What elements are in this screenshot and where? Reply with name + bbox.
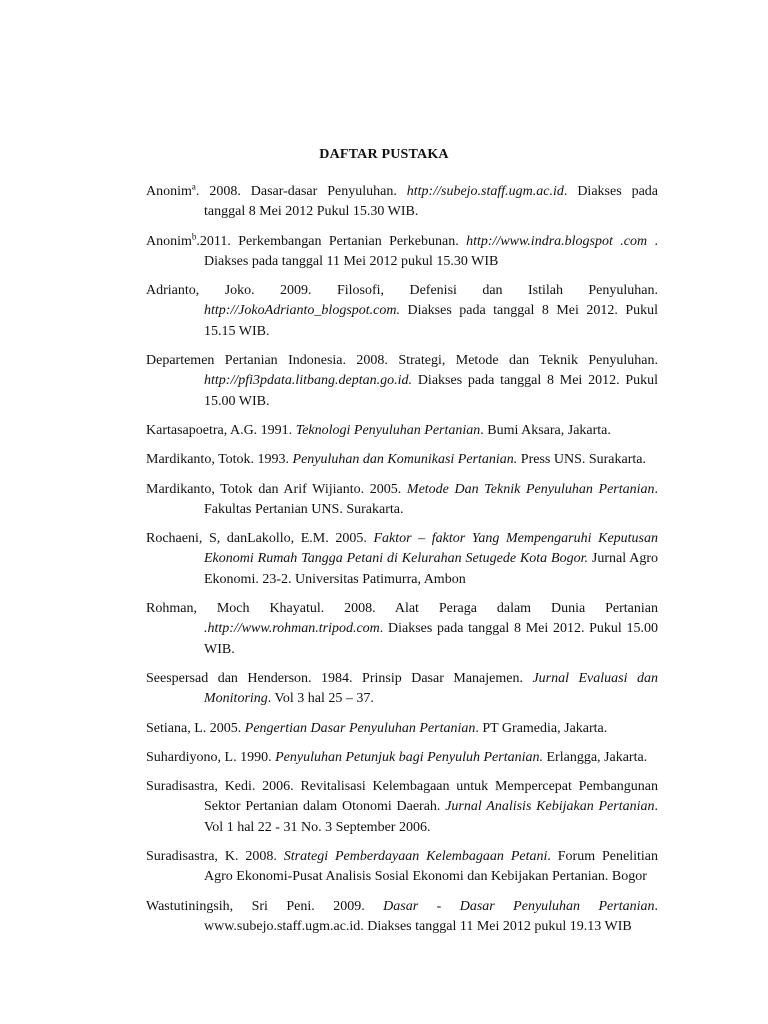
reference-text: . Vol 1 hal 22 - 31 No. 3 September 2006. [204,799,658,835]
reference-text: Kartasapoetra, A.G. 1991. [146,422,296,438]
reference-superscript: b [191,230,197,241]
reference-text: Suradisastra, K. 2008. [146,849,284,865]
reference-text: Wastutiningsih, Sri Peni. 2009. [146,898,384,914]
reference-text: . Vol 3 hal 25 – 37. [267,691,374,707]
reference-text: . Diakses pada tanggal 11 Mei 2012 pukul 15.30 WIB [204,233,658,269]
reference-entry [146,351,658,412]
reference-text: Rohman, Moch Khayatul. 2008. Alat Peraga dalam Dunia Pertanian [146,601,658,617]
reference-author: Anonim [146,233,192,249]
reference-entry [146,847,658,888]
reference-superscript: a [191,181,196,192]
reference-entry [146,232,658,273]
reference-text: .2011. Perkembangan Pertanian Perkebunan. [196,233,467,249]
reference-text: . Fakultas Pertanian UNS. Surakarta. [204,481,659,517]
reference-text: Diakses pada tanggal 8 Mei 2012. Pukul 15.00 WIB. [204,373,658,409]
reference-italic: Teknologi Penyuluhan Pertanian [295,422,481,438]
reference-entry [146,599,658,660]
reference-entry [146,529,658,590]
reference-entry [146,719,658,739]
reference-entry [146,480,658,521]
reference-text: Setiana, L. 2005. [146,720,245,736]
reference-text: . Diakses pada tanggal 8 Mei 2012. Pukul 15.00 WIB. [204,621,658,657]
reference-italic: http://JokoAdrianto_blogspot.com. [204,303,400,319]
reference-text: Erlangga, Jakarta. [543,749,648,765]
reference-text: Rochaeni, S, danLakollo, E.M. 2005. [146,531,374,547]
reference-text: Mardikanto, Totok dan Arif Wijianto. 2005. [146,481,407,497]
reference-italic: Faktor – faktor Yang Mempengaruhi Keputusan Ekonomi Rumah Tangga Petani di Kelurahan Setugede Kota Bogor. [204,531,658,567]
reference-text: . Bumi Aksara, Jakarta. [480,422,611,438]
reference-italic: http://subejo.staff.ugm.ac.id [406,184,564,199]
reference-text: Mardikanto, Totok. 1993. [146,452,293,468]
reference-entry [146,450,658,470]
reference-text: . PT Gramedia, Jakarta. [475,720,608,736]
reference-italic: http://www.indra.blogspot .com [466,233,648,249]
reference-italic: Penyuluhan dan Komunikasi Pertanian. [292,452,518,468]
reference-text: . Diakses pada tanggal 8 Mei 2012 Pukul 15.30 WIB. [204,184,658,220]
reference-italic: Metode Dan Teknik Penyuluhan Pertanian [406,481,655,497]
reference-italic: Penyuluhan Petunjuk bagi Penyuluh Pertanian. [275,749,543,765]
reference-entry [146,669,658,710]
reference-text: . Forum Penelitian Agro Ekonomi-Pusat Analisis Sosial Ekonomi dan Kebijakan Pertanian. Bogor [204,849,658,885]
reference-italic: .http://www.rohman.tripod.com [204,621,380,637]
reference-text: Adrianto, Joko. 2009. Filosofi, Defenisi dan Istilah Penyuluhan. [146,283,658,299]
reference-text: Departemen Pertanian Indonesia. 2008. Strategi, Metode dan Teknik Penyuluhan. [146,353,658,369]
reference-text: . 2008. Dasar-dasar Penyuluhan. [195,184,407,199]
reference-entry [146,897,658,938]
reference-italic: http://pfi3pdata.litbang.deptan.go.id. [204,373,413,389]
reference-list [146,182,658,946]
reference-text: Jurnal Agro Ekonomi. 23-2. Universitas Patimurra, Ambon [204,551,658,587]
reference-italic: Pengertian Dasar Penyuluhan Pertanian [244,720,476,736]
reference-entry [146,777,658,838]
reference-italic: Strategi Pemberdayaan Kelembagaan Petani [283,849,548,865]
reference-text: Suradisastra, Kedi. 2006. Revitalisasi Kelembagaan untuk Mempercepat Pembangunan Sektor Pertanian dalam Otonomi Daerah. [146,779,658,815]
reference-text: Press UNS. Surakarta. [517,452,647,468]
reference-entry [146,421,658,441]
reference-entry [146,182,658,223]
reference-entry [146,281,658,342]
reference-author: Anonim [146,184,192,199]
page-title: DAFTAR PUSTAKA [319,147,449,162]
reference-italic: Jurnal Evaluasi dan Monitoring [204,670,658,707]
reference-text: Suhardiyono, L. 1990. [146,749,276,765]
reference-text: Diakses pada tanggal 8 Mei 2012. Pukul 15.15 WIB. [204,303,658,339]
reference-italic: Jurnal Analisis Kebijakan Pertanian [445,799,655,815]
reference-entry [146,748,658,768]
reference-italic: Dasar - Dasar Penyuluhan Pertanian [383,898,655,914]
reference-text: Seespersad dan Henderson. 1984. Prinsip Dasar Manajemen. [146,670,533,686]
reference-text: . www.subejo.staff.ugm.ac.id. Diakses tanggal 11 Mei 2012 pukul 19.13 WIB [204,898,658,934]
